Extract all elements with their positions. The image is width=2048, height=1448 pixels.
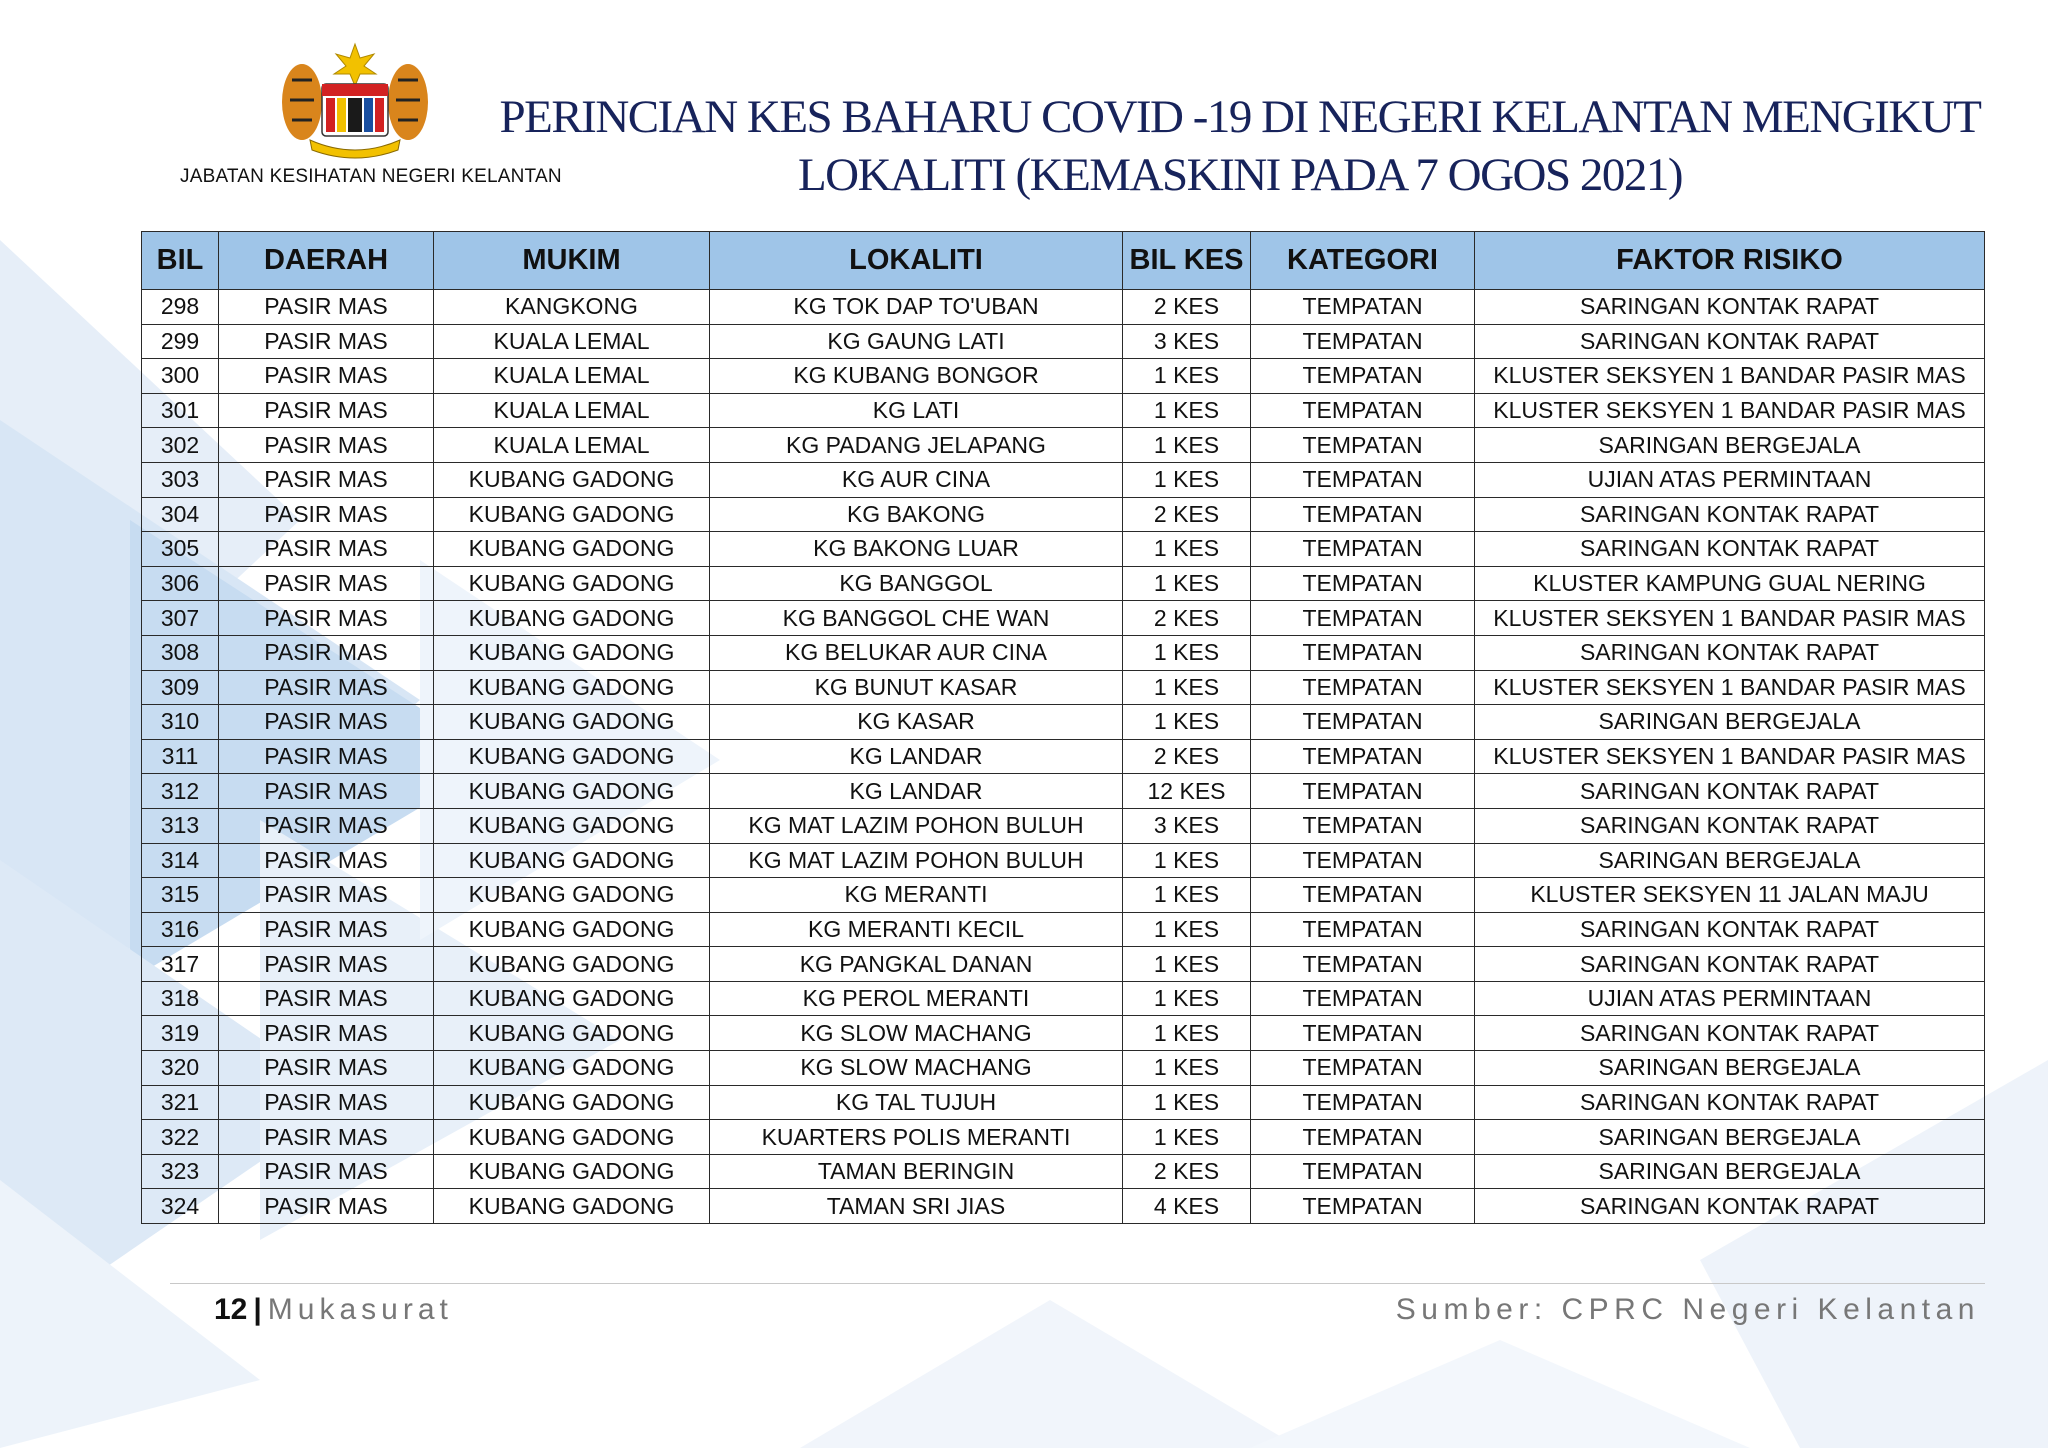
table-row [142,1189,1985,1224]
page-separator: | [253,1293,262,1326]
table-cell: KLUSTER SEKSYEN 1 BANDAR PASIR MAS [1475,670,1985,705]
table-cell: PASIR MAS [219,497,434,532]
table-cell: SARINGAN KONTAK RAPAT [1475,774,1985,809]
table-cell: 1 KES [1123,635,1251,670]
table-cell: 2 KES [1123,1154,1251,1189]
table-cell: TEMPATAN [1251,878,1475,913]
table-cell: 1 KES [1123,566,1251,601]
table-cell: 310 [142,705,219,740]
table-cell: KG MERANTI KECIL [710,912,1123,947]
table-cell: PASIR MAS [219,462,434,497]
table-cell: 303 [142,462,219,497]
table-row [142,1051,1985,1086]
table-cell: 2 KES [1123,739,1251,774]
table-cell: KG BANGGOL CHE WAN [710,601,1123,636]
table-cell: KUALA LEMAL [434,324,710,359]
page-label: Mukasurat [267,1293,453,1326]
table-cell: 306 [142,566,219,601]
table-cell: KUBANG GADONG [434,1120,710,1155]
table-cell: TAMAN SRI JIAS [710,1189,1123,1224]
table-cell: 1 KES [1123,947,1251,982]
table-cell: PASIR MAS [219,635,434,670]
table-cell: KUARTERS POLIS MERANTI [710,1120,1123,1155]
table-cell: KG BAKONG LUAR [710,532,1123,567]
table-cell: KLUSTER SEKSYEN 1 BANDAR PASIR MAS [1475,739,1985,774]
table-cell: PASIR MAS [219,393,434,428]
table-cell: SARINGAN BERGEJALA [1475,705,1985,740]
table-cell: 2 KES [1123,497,1251,532]
table-cell: SARINGAN BERGEJALA [1475,843,1985,878]
table-cell: 1 KES [1123,393,1251,428]
table-cell: KG AUR CINA [710,462,1123,497]
table-cell: KUBANG GADONG [434,497,710,532]
table-cell: 321 [142,1085,219,1120]
column-header: BIL [142,232,219,290]
table-cell: 324 [142,1189,219,1224]
column-header: DAERAH [219,232,434,290]
table-row [142,635,1985,670]
page-number-label [214,1293,453,1327]
table-cell: KG SLOW MACHANG [710,1016,1123,1051]
table-cell: KG MERANTI [710,878,1123,913]
table-cell: SARINGAN BERGEJALA [1475,1051,1985,1086]
table-cell: KLUSTER KAMPUNG GUAL NERING [1475,566,1985,601]
table-cell: KUBANG GADONG [434,1154,710,1189]
table-cell: TEMPATAN [1251,497,1475,532]
table-cell: 1 KES [1123,1085,1251,1120]
table-cell: 2 KES [1123,601,1251,636]
table-cell: 1 KES [1123,462,1251,497]
table-cell: KUBANG GADONG [434,705,710,740]
table-cell: 323 [142,1154,219,1189]
table-row [142,808,1985,843]
table-cell: SARINGAN KONTAK RAPAT [1475,497,1985,532]
table-cell: KG LATI [710,393,1123,428]
table-cell: KLUSTER SEKSYEN 1 BANDAR PASIR MAS [1475,601,1985,636]
table-cell: KG BANGGOL [710,566,1123,601]
table-cell: KUBANG GADONG [434,1016,710,1051]
table-cell: 4 KES [1123,1189,1251,1224]
column-header: LOKALITI [710,232,1123,290]
table-cell: 1 KES [1123,705,1251,740]
page-title [470,88,2010,204]
table-cell: SARINGAN KONTAK RAPAT [1475,808,1985,843]
table-cell: TEMPATAN [1251,462,1475,497]
table-cell: PASIR MAS [219,878,434,913]
table-cell: SARINGAN BERGEJALA [1475,1120,1985,1155]
table-cell: SARINGAN BERGEJALA [1475,1154,1985,1189]
table-cell: 308 [142,635,219,670]
table-cell: KG SLOW MACHANG [710,1051,1123,1086]
title-line-2: LOKALITI (KEMASKINI PADA 7 OGOS 2021) [797,149,1683,201]
table-row [142,981,1985,1016]
table-cell: TEMPATAN [1251,532,1475,567]
table-cell: TEMPATAN [1251,566,1475,601]
table-cell: SARINGAN KONTAK RAPAT [1475,947,1985,982]
table-cell: TEMPATAN [1251,601,1475,636]
table-cell: KG BELUKAR AUR CINA [710,635,1123,670]
table-cell: TAMAN BERINGIN [710,1154,1123,1189]
table-cell: KG TOK DAP TO'UBAN [710,290,1123,325]
table-cell: PASIR MAS [219,912,434,947]
table-cell: KG BUNUT KASAR [710,670,1123,705]
table-row [142,739,1985,774]
table-cell: KUBANG GADONG [434,1189,710,1224]
table-cell: KUBANG GADONG [434,843,710,878]
table-row [142,393,1985,428]
table-cell: UJIAN ATAS PERMINTAAN [1475,462,1985,497]
table-cell: PASIR MAS [219,1120,434,1155]
table-cell: TEMPATAN [1251,843,1475,878]
table-cell: PASIR MAS [219,808,434,843]
table-row [142,290,1985,325]
table-cell: 1 KES [1123,843,1251,878]
table-cell: PASIR MAS [219,981,434,1016]
table-cell: SARINGAN KONTAK RAPAT [1475,324,1985,359]
footer-divider [170,1283,1985,1284]
table-row [142,774,1985,809]
table-row [142,1154,1985,1189]
table-cell: KLUSTER SEKSYEN 1 BANDAR PASIR MAS [1475,393,1985,428]
table-cell: 317 [142,947,219,982]
table-cell: 299 [142,324,219,359]
table-cell: PASIR MAS [219,1016,434,1051]
table-cell: KG PADANG JELAPANG [710,428,1123,463]
table-cell: TEMPATAN [1251,705,1475,740]
table-row [142,566,1985,601]
table-cell: 307 [142,601,219,636]
table-cell: PASIR MAS [219,324,434,359]
table-row [142,670,1985,705]
table-cell: TEMPATAN [1251,393,1475,428]
table-cell: KLUSTER SEKSYEN 11 JALAN MAJU [1475,878,1985,913]
table-cell: KUALA LEMAL [434,393,710,428]
table-cell: PASIR MAS [219,532,434,567]
table-cell: TEMPATAN [1251,1016,1475,1051]
table-cell: 314 [142,843,219,878]
table-cell: TEMPATAN [1251,635,1475,670]
table-cell: 12 KES [1123,774,1251,809]
table-cell: KUBANG GADONG [434,981,710,1016]
table-cell: KUBANG GADONG [434,808,710,843]
table-cell: 319 [142,1016,219,1051]
table-cell: SARINGAN KONTAK RAPAT [1475,532,1985,567]
table-row [142,947,1985,982]
table-cell: KG MAT LAZIM POHON BULUH [710,843,1123,878]
table-cell: TEMPATAN [1251,1051,1475,1086]
table-cell: 311 [142,739,219,774]
table-cell: KG GAUNG LATI [710,324,1123,359]
table-cell: KUBANG GADONG [434,1085,710,1120]
table-cell: TEMPATAN [1251,670,1475,705]
table-cell: TEMPATAN [1251,1120,1475,1155]
table-cell: PASIR MAS [219,428,434,463]
table-cell: 312 [142,774,219,809]
table-cell: PASIR MAS [219,1189,434,1224]
table-row [142,601,1985,636]
table-cell: 298 [142,290,219,325]
table-cell: KUBANG GADONG [434,912,710,947]
table-cell: PASIR MAS [219,601,434,636]
table-cell: 301 [142,393,219,428]
table-cell: PASIR MAS [219,359,434,394]
table-cell: PASIR MAS [219,1154,434,1189]
table-cell: 1 KES [1123,912,1251,947]
table-row [142,912,1985,947]
table-cell: 2 KES [1123,290,1251,325]
table-cell: 302 [142,428,219,463]
table-cell: 1 KES [1123,428,1251,463]
table-cell: 304 [142,497,219,532]
table-cell: 3 KES [1123,808,1251,843]
table-cell: KG KUBANG BONGOR [710,359,1123,394]
table-cell: 1 KES [1123,878,1251,913]
table-cell: 300 [142,359,219,394]
cases-table [141,231,1985,1224]
table-row [142,705,1985,740]
table-cell: TEMPATAN [1251,1189,1475,1224]
table-cell: KG LANDAR [710,774,1123,809]
table-row [142,1085,1985,1120]
table-cell: 1 KES [1123,1051,1251,1086]
table-cell: SARINGAN KONTAK RAPAT [1475,1189,1985,1224]
table-cell: 322 [142,1120,219,1155]
coat-of-arms-logo [270,40,440,164]
table-cell: KG PEROL MERANTI [710,981,1123,1016]
table-cell: KUBANG GADONG [434,532,710,567]
table-cell: KUBANG GADONG [434,635,710,670]
table-cell: 1 KES [1123,532,1251,567]
table-cell: SARINGAN BERGEJALA [1475,428,1985,463]
table-cell: SARINGAN KONTAK RAPAT [1475,290,1985,325]
table-cell: PASIR MAS [219,1051,434,1086]
table-cell: 1 KES [1123,670,1251,705]
table-row [142,359,1985,394]
title-line-1: PERINCIAN KES BAHARU COVID -19 DI NEGERI KELANTAN MENGIKUT [499,91,1981,143]
table-cell: SARINGAN KONTAK RAPAT [1475,1085,1985,1120]
table-cell: PASIR MAS [219,705,434,740]
table-cell: TEMPATAN [1251,739,1475,774]
table-cell: PASIR MAS [219,739,434,774]
table-cell: KLUSTER SEKSYEN 1 BANDAR PASIR MAS [1475,359,1985,394]
table-cell: 318 [142,981,219,1016]
table-cell: SARINGAN KONTAK RAPAT [1475,912,1985,947]
table-row [142,843,1985,878]
table-cell: SARINGAN KONTAK RAPAT [1475,635,1985,670]
table-cell: TEMPATAN [1251,324,1475,359]
table-cell: 313 [142,808,219,843]
table-cell: KUBANG GADONG [434,774,710,809]
table-cell: TEMPATAN [1251,981,1475,1016]
table-cell: 309 [142,670,219,705]
table-cell: 1 KES [1123,981,1251,1016]
table-cell: TEMPATAN [1251,774,1475,809]
table-cell: PASIR MAS [219,1085,434,1120]
table-cell: KG BAKONG [710,497,1123,532]
column-header: MUKIM [434,232,710,290]
table-row [142,428,1985,463]
table-cell: 305 [142,532,219,567]
column-header: BIL KES [1123,232,1251,290]
column-header: KATEGORI [1251,232,1475,290]
table-cell: KUALA LEMAL [434,428,710,463]
table-cell: PASIR MAS [219,774,434,809]
table-cell: KUBANG GADONG [434,739,710,774]
table-row [142,878,1985,913]
table-cell: TEMPATAN [1251,1085,1475,1120]
table-cell: TEMPATAN [1251,290,1475,325]
table-row [142,497,1985,532]
table-cell: KUBANG GADONG [434,878,710,913]
table-cell: KUBANG GADONG [434,1051,710,1086]
page-number: 12 [214,1293,248,1326]
organization-name: JABATAN KESIHATAN NEGERI KELANTAN [180,166,562,187]
table-cell: TEMPATAN [1251,1154,1475,1189]
table-cell: KUBANG GADONG [434,670,710,705]
source-note: Sumber: CPRC Negeri Kelantan [1395,1293,1980,1326]
table-header-row [142,232,1985,290]
table-cell: KUBANG GADONG [434,947,710,982]
table-row [142,1016,1985,1051]
table-cell: KUBANG GADONG [434,566,710,601]
table-row [142,532,1985,567]
table-row [142,462,1985,497]
table-cell: TEMPATAN [1251,947,1475,982]
table-cell: KG TAL TUJUH [710,1085,1123,1120]
table-cell: KG LANDAR [710,739,1123,774]
table-cell: 3 KES [1123,324,1251,359]
table-cell: KUALA LEMAL [434,359,710,394]
table-row [142,324,1985,359]
table-cell: PASIR MAS [219,947,434,982]
table-cell: 320 [142,1051,219,1086]
table-cell: 1 KES [1123,1016,1251,1051]
column-header: FAKTOR RISIKO [1475,232,1985,290]
table-cell: TEMPATAN [1251,428,1475,463]
table-cell: KANGKONG [434,290,710,325]
table-cell: TEMPATAN [1251,808,1475,843]
table-cell: UJIAN ATAS PERMINTAAN [1475,981,1985,1016]
table-cell: PASIR MAS [219,843,434,878]
table-cell: TEMPATAN [1251,912,1475,947]
table-cell: PASIR MAS [219,566,434,601]
table-cell: 316 [142,912,219,947]
table-cell: TEMPATAN [1251,359,1475,394]
table-cell: KUBANG GADONG [434,462,710,497]
table-cell: KG PANGKAL DANAN [710,947,1123,982]
table-cell: 1 KES [1123,1120,1251,1155]
table-cell: KG MAT LAZIM POHON BULUH [710,808,1123,843]
table-cell: PASIR MAS [219,290,434,325]
table-cell: 1 KES [1123,359,1251,394]
table-cell: KUBANG GADONG [434,601,710,636]
table-cell: SARINGAN KONTAK RAPAT [1475,1016,1985,1051]
table-cell: 315 [142,878,219,913]
table-row [142,1120,1985,1155]
table-cell: KG KASAR [710,705,1123,740]
table-cell: PASIR MAS [219,670,434,705]
